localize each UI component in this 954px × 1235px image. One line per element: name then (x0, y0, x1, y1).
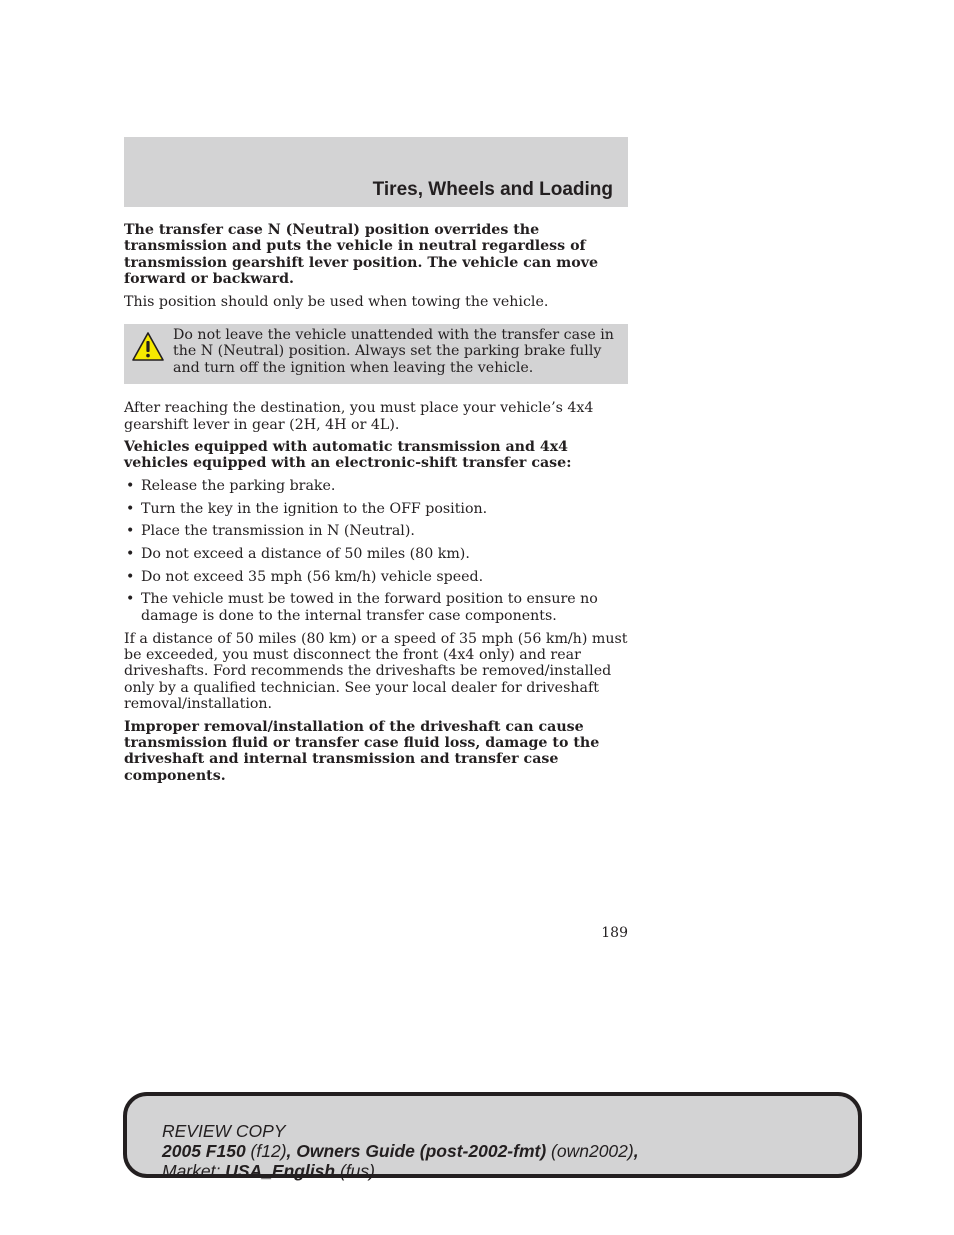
warning-triangle-icon (131, 331, 165, 363)
guide-name: , Owners Guide (post-2002-fmt) (286, 1141, 547, 1161)
list-item-text: Do not exceed 35 mph (56 km/h) vehicle speed. (141, 568, 484, 585)
list-item (124, 546, 628, 562)
driveshaft-caution-paragraph: Improper removal/installation of the driveshaft can cause transmission fluid or transfer case fluid loss, damage to the driveshaft and internal transmission and transfer case components. (124, 718, 600, 784)
warning-box (124, 324, 628, 384)
page-number: 189 (601, 925, 628, 941)
neutral-override-paragraph: The transfer case N (Neutral) position overrides the transmission and puts the vehicle in neutral regardless of transmission gearshift lever position. The vehicle can move forward or backward. (124, 222, 599, 288)
auto-transmission-heading: Vehicles equipped with automatic transmission and 4x4 vehicles equipped with an electronic-shift transfer case: (124, 439, 572, 472)
review-copy-label: REVIEW COPY (162, 1121, 286, 1141)
model-code: (f12) (245, 1141, 287, 1161)
review-copy-text (162, 1121, 639, 1181)
list-item (124, 569, 628, 585)
guide-code: (own2002) (546, 1141, 634, 1161)
list-item-text: Place the transmission in N (Neutral). (141, 523, 415, 540)
list-item (124, 591, 628, 624)
list-item (124, 478, 628, 494)
market-label: Market: (162, 1161, 226, 1181)
bullet-glyph: • (126, 568, 135, 585)
towing-only-paragraph: This position should only be used when towing the vehicle. (124, 293, 549, 310)
list-item-text: Release the parking brake. (141, 477, 336, 494)
warning-text: Do not leave the vehicle unattended with the transfer case in the N (Neutral) position. Always set the parking brake fully and turn off the ignition when leaving the vehicle. (173, 327, 614, 376)
list-item (124, 523, 628, 539)
bullet-glyph: • (126, 591, 135, 608)
list-item-text: Turn the key in the ignition to the OFF position. (141, 500, 488, 517)
driveshaft-paragraph: If a distance of 50 miles (80 km) or a speed of 35 mph (56 km/h) must be exceeded, you must disconnect the front (4x4 only) and rear driveshafts. Ford recommends the driveshafts be removed/installed only by a qualified technician. See your local dealer for driveshaft removal/installation. (124, 630, 628, 713)
towing-steps-list (124, 478, 628, 624)
bullet-glyph: • (126, 523, 135, 540)
after-destination-paragraph: After reaching the destination, you must place your vehicle’s 4x4 gearshift lever in gear (2H, 4H or 4L). (124, 400, 594, 433)
list-item-text: The vehicle must be towed in the forward position to ensure no damage is done to the internal transfer case components. (141, 591, 598, 624)
bullet-glyph: • (126, 477, 135, 494)
market-code: (fus) (335, 1161, 375, 1181)
page-content (124, 222, 628, 790)
line-comma: , (633, 1141, 639, 1161)
market-name: USA_English (225, 1161, 336, 1181)
bullet-glyph: • (126, 500, 135, 517)
section-header-band (124, 137, 628, 207)
bullet-glyph: • (126, 545, 135, 562)
list-item-text: Do not exceed a distance of 50 miles (80 km). (141, 545, 470, 562)
list-item (124, 501, 628, 517)
document-info-line (162, 1141, 639, 1161)
market-line (162, 1161, 639, 1181)
review-copy-footer (123, 1092, 862, 1181)
model-name: 2005 F150 (162, 1141, 246, 1161)
section-title: Tires, Wheels and Loading (372, 179, 613, 200)
